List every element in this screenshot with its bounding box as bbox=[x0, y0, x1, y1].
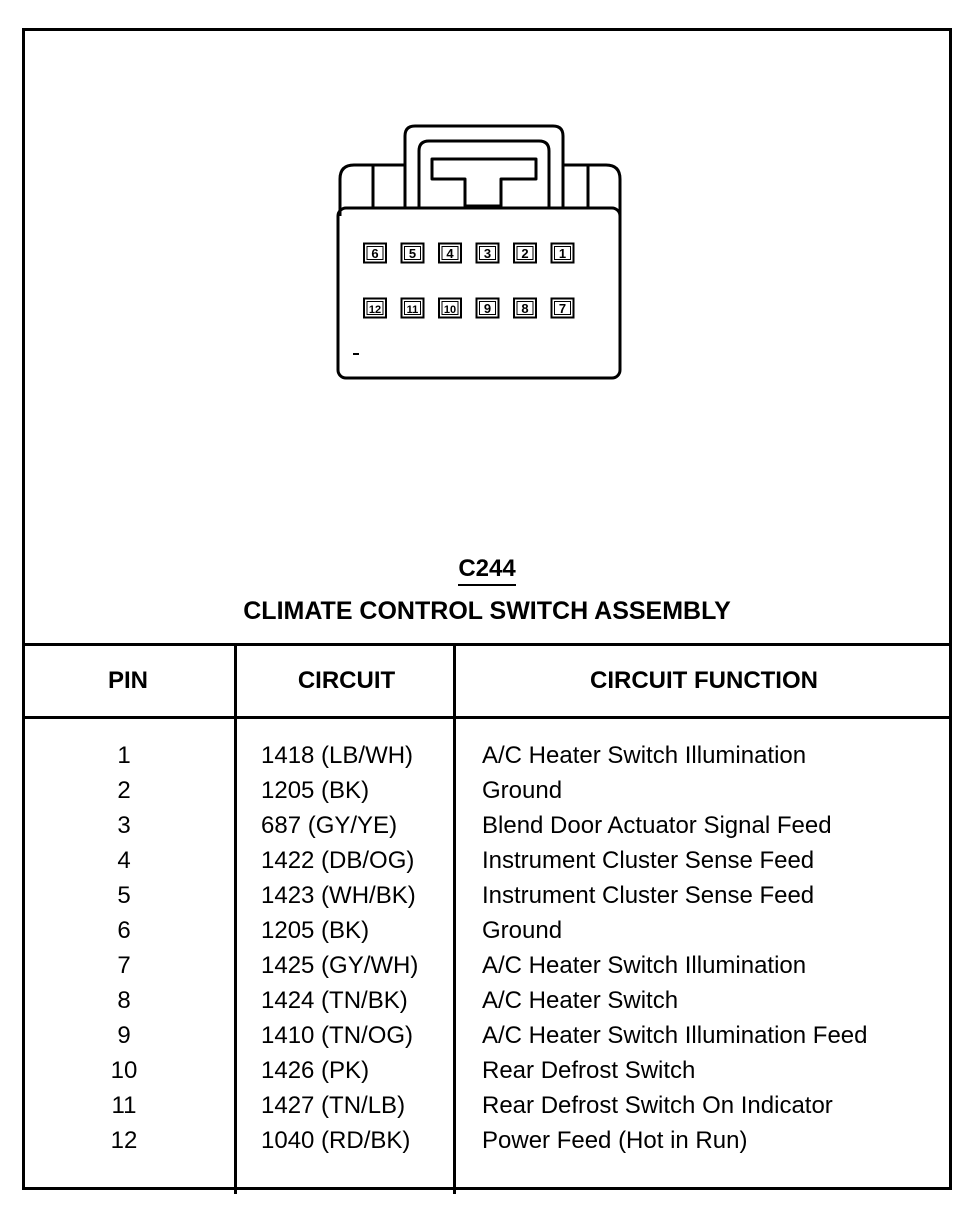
connector-latch bbox=[432, 159, 536, 206]
circuit-cell: 1040 (RD/BK) bbox=[261, 1127, 411, 1154]
circuit-cell: 1418 (LB/WH) bbox=[261, 742, 414, 769]
pin-number-label: 5 bbox=[408, 246, 417, 261]
function-cell: Instrument Cluster Sense Feed bbox=[482, 882, 815, 909]
pin-cell: 5 bbox=[117, 882, 131, 909]
connector-lock-tab bbox=[405, 126, 563, 209]
circuit-cell: 1425 (GY/WH) bbox=[261, 952, 419, 979]
pinout-table bbox=[22, 643, 952, 1194]
circuit-cell: 1410 (TN/OG) bbox=[261, 1022, 414, 1049]
pin-cell: 9 bbox=[117, 1022, 131, 1049]
function-cell: Ground bbox=[482, 917, 563, 944]
circuit-cell: 1205 (BK) bbox=[261, 917, 370, 944]
circuit-cell: 1205 (BK) bbox=[261, 777, 370, 804]
pin-cell: 6 bbox=[117, 917, 131, 944]
function-cell: Blend Door Actuator Signal Feed bbox=[482, 812, 832, 839]
pin-number-label: 7 bbox=[558, 301, 567, 316]
pin-number-label: 1 bbox=[558, 246, 567, 261]
function-cell: A/C Heater Switch Illumination bbox=[482, 952, 807, 979]
pin-number-label: 8 bbox=[521, 301, 529, 316]
pin-number-label: 2 bbox=[521, 246, 529, 261]
function-cell: Instrument Cluster Sense Feed bbox=[482, 847, 815, 874]
circuit-cell: 687 (GY/YE) bbox=[261, 812, 398, 839]
pin-number-label: 11 bbox=[406, 304, 419, 316]
circuit-header: CIRCUIT bbox=[237, 646, 456, 719]
pin-header: PIN bbox=[22, 646, 234, 719]
circuit-cell: 1424 (TN/BK) bbox=[261, 987, 408, 1014]
function-cell: Rear Defrost Switch On Indicator bbox=[482, 1092, 833, 1119]
pin-number-label: 9 bbox=[483, 301, 492, 316]
function-cell: A/C Heater Switch Illumination Feed bbox=[482, 1022, 868, 1049]
circuit-cell: 1422 (DB/OG) bbox=[261, 847, 415, 874]
pin-number-label: 6 bbox=[371, 246, 379, 261]
connector-drawing bbox=[25, 31, 955, 646]
pin-cell: 7 bbox=[117, 952, 131, 979]
figure-frame bbox=[22, 28, 952, 1190]
function-column bbox=[453, 646, 952, 1194]
pin-cell: 10 bbox=[110, 1057, 138, 1084]
connector-body bbox=[338, 208, 620, 378]
pin-cell: 3 bbox=[117, 812, 131, 839]
function-cell: Power Feed (Hot in Run) bbox=[482, 1127, 748, 1154]
pin-number-label: 4 bbox=[446, 246, 454, 261]
pin-column bbox=[22, 646, 234, 1194]
pin-number-label: 12 bbox=[368, 304, 382, 316]
circuit-column bbox=[234, 646, 456, 1194]
circuit-cell: 1426 (PK) bbox=[261, 1057, 370, 1084]
function-cell: A/C Heater Switch Illumination bbox=[482, 742, 807, 769]
pin-cell: 11 bbox=[111, 1092, 137, 1119]
circuit-cell: 1427 (TN/LB) bbox=[261, 1092, 406, 1119]
function-cell: A/C Heater Switch bbox=[482, 987, 679, 1014]
connector-diagram bbox=[25, 31, 949, 646]
pin-row-bottom bbox=[364, 299, 574, 318]
function-header: CIRCUIT FUNCTION bbox=[456, 646, 952, 719]
connector-lock-inner bbox=[419, 141, 549, 209]
connector-name: CLIMATE CONTROL SWITCH ASSEMBLY bbox=[243, 597, 731, 625]
pin-cell: 4 bbox=[117, 847, 131, 874]
pin-number-label: 3 bbox=[483, 246, 492, 261]
function-cell: Ground bbox=[482, 777, 563, 804]
connector-id: C244 bbox=[25, 555, 949, 583]
pin-cell: 1 bbox=[117, 742, 131, 769]
pin-cell: 8 bbox=[117, 987, 131, 1014]
function-cell: Rear Defrost Switch bbox=[482, 1057, 696, 1084]
pin-cell: 12 bbox=[110, 1127, 138, 1154]
pin-cell: 2 bbox=[117, 777, 131, 804]
pin-row-top bbox=[364, 244, 574, 263]
pin-number-label: 10 bbox=[443, 304, 457, 316]
circuit-cell: 1423 (WH/BK) bbox=[261, 882, 416, 909]
